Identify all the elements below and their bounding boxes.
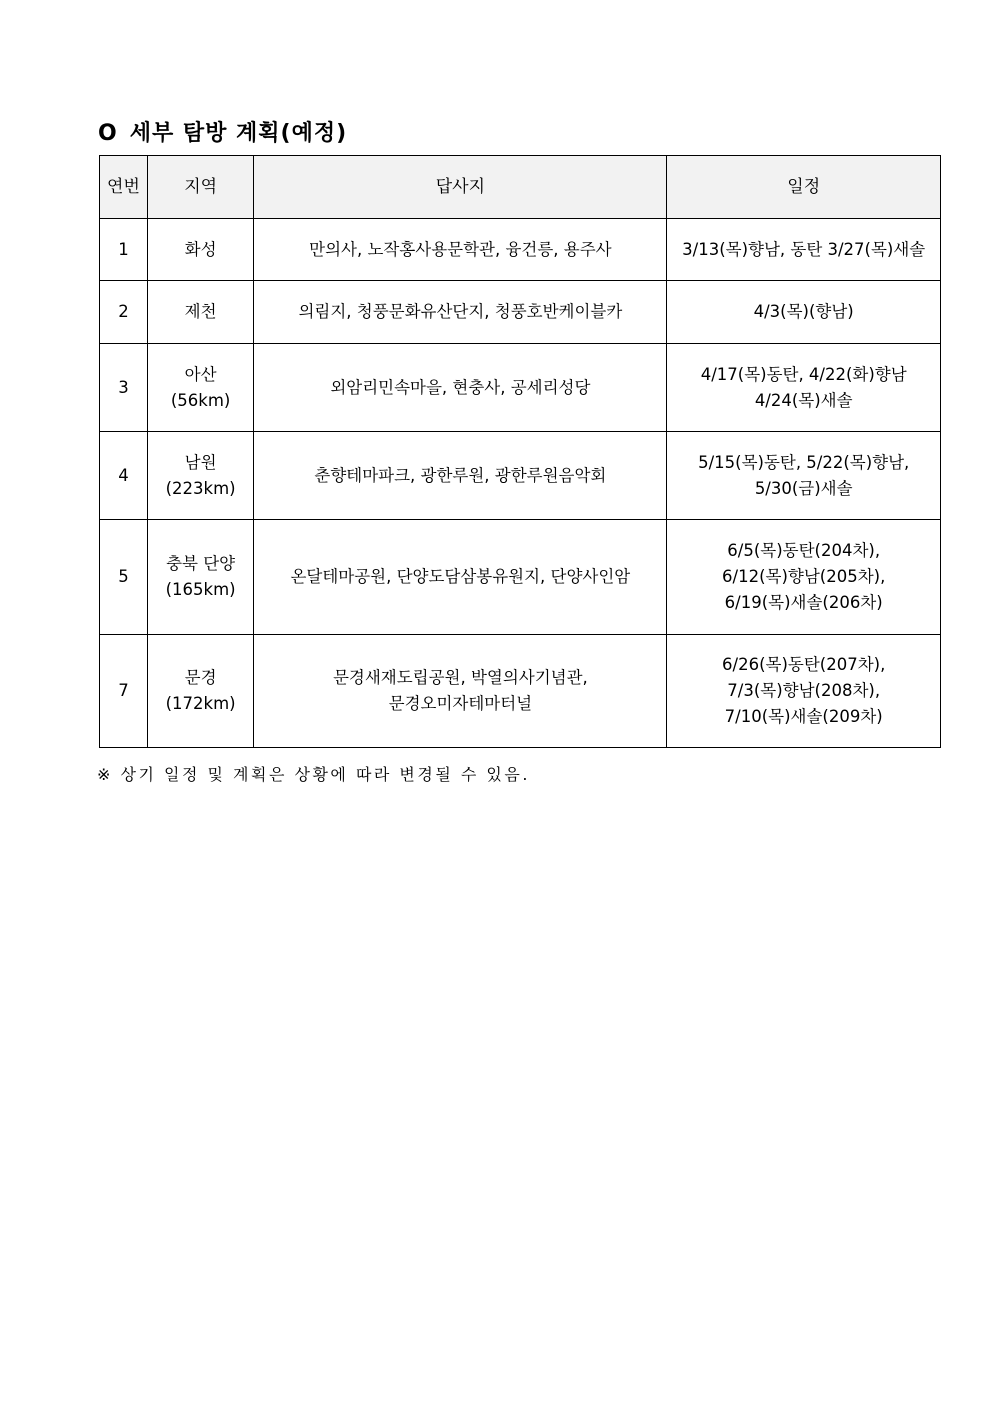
- cell-schedule-line: 6/5(목)동탄(204차),: [727, 541, 881, 560]
- cell-region-line: 남원: [184, 452, 217, 472]
- cell-region-line: 제천: [184, 302, 217, 321]
- cell-schedule-line: 4/17(목)동탄, 4/22(화)향남: [700, 364, 907, 384]
- cell-schedule: [667, 281, 941, 344]
- tour-plan-table: [99, 155, 941, 748]
- cell-region: [147, 344, 253, 432]
- cell-sites: [254, 432, 667, 520]
- cell-region-line: (223km): [165, 478, 236, 498]
- table-row: [100, 520, 941, 635]
- cell-no: 7: [100, 635, 148, 748]
- cell-schedule-line: 4/3(목)(향남): [753, 302, 854, 321]
- cell-region-line: (172km): [165, 694, 236, 713]
- table-row: [100, 219, 941, 281]
- cell-schedule-line: 6/26(목)동탄(207차),: [722, 655, 886, 674]
- cell-region-line: 충북 단양: [166, 554, 236, 573]
- cell-region-line: (56km): [170, 390, 231, 410]
- cell-schedule: [667, 432, 941, 520]
- cell-sites: [254, 281, 667, 344]
- footnote: ※ 상기 일정 및 계획은 상황에 따라 변경될 수 있음.: [97, 765, 530, 784]
- cell-sites-line: 춘향테마파크, 광한루원, 광한루원음악회: [314, 465, 607, 485]
- bullet-circle-icon: O: [98, 121, 118, 146]
- cell-region: [147, 520, 253, 635]
- cell-sites-line: 온달테마공원, 단양도담삼봉유원지, 단양사인암: [290, 567, 631, 586]
- cell-schedule-line: 6/12(목)향남(205차),: [722, 567, 886, 586]
- table-row: [100, 281, 941, 344]
- table-body: [100, 219, 941, 748]
- cell-schedule: [667, 520, 941, 635]
- section-title-text: 세부 탐방 계획(예정): [129, 121, 348, 146]
- table-header-row: [100, 156, 941, 219]
- table-row: [100, 432, 941, 520]
- cell-schedule-line: 4/24(목)새솔: [754, 390, 853, 410]
- cell-region-line: 문경: [184, 668, 217, 687]
- header-region: 지역: [147, 156, 253, 219]
- cell-schedule: [667, 344, 941, 432]
- cell-region: [147, 219, 253, 281]
- cell-no: 1: [100, 219, 148, 281]
- cell-no: 4: [100, 432, 148, 520]
- table-row: [100, 635, 941, 748]
- cell-region: [147, 432, 253, 520]
- cell-region: [147, 281, 253, 344]
- cell-sites: [254, 344, 667, 432]
- section-title: [98, 116, 347, 147]
- cell-sites: [254, 520, 667, 635]
- cell-schedule-line: 3/13(목)향남, 동탄 3/27(목)새솔: [682, 239, 926, 259]
- cell-schedule: [667, 635, 941, 748]
- cell-region-line: 화성: [184, 239, 217, 259]
- cell-no: 5: [100, 520, 148, 635]
- cell-no: 3: [100, 344, 148, 432]
- cell-schedule-line: 5/30(금)새솔: [754, 478, 853, 498]
- cell-schedule-line: 7/3(목)향남(208차),: [727, 681, 881, 700]
- cell-sites-line: 문경오미자테마터널: [388, 694, 533, 713]
- cell-region-line: 아산: [184, 364, 217, 384]
- header-sites: 답사지: [254, 156, 667, 219]
- cell-sites-line: 외암리민속마을, 현충사, 공세리성당: [330, 377, 591, 397]
- cell-region-line: (165km): [165, 580, 236, 599]
- table-row: [100, 344, 941, 432]
- cell-sites-line: 문경새재도립공원, 박열의사기념관,: [332, 668, 588, 687]
- cell-region: [147, 635, 253, 748]
- cell-sites-line: 의림지, 청풍문화유산단지, 청풍호반케이블카: [298, 302, 623, 321]
- header-no: 연번: [100, 156, 148, 219]
- cell-schedule-line: 5/15(목)동탄, 5/22(목)향남,: [698, 452, 910, 472]
- header-schedule: 일정: [667, 156, 941, 219]
- cell-sites-line: 만의사, 노작홍사용문학관, 융건릉, 용주사: [309, 239, 612, 259]
- cell-sites: [254, 635, 667, 748]
- cell-schedule: [667, 219, 941, 281]
- cell-no: 2: [100, 281, 148, 344]
- cell-schedule-line: 7/10(목)새솔(209차): [724, 707, 883, 726]
- cell-schedule-line: 6/19(목)새솔(206차): [724, 593, 883, 612]
- cell-sites: [254, 219, 667, 281]
